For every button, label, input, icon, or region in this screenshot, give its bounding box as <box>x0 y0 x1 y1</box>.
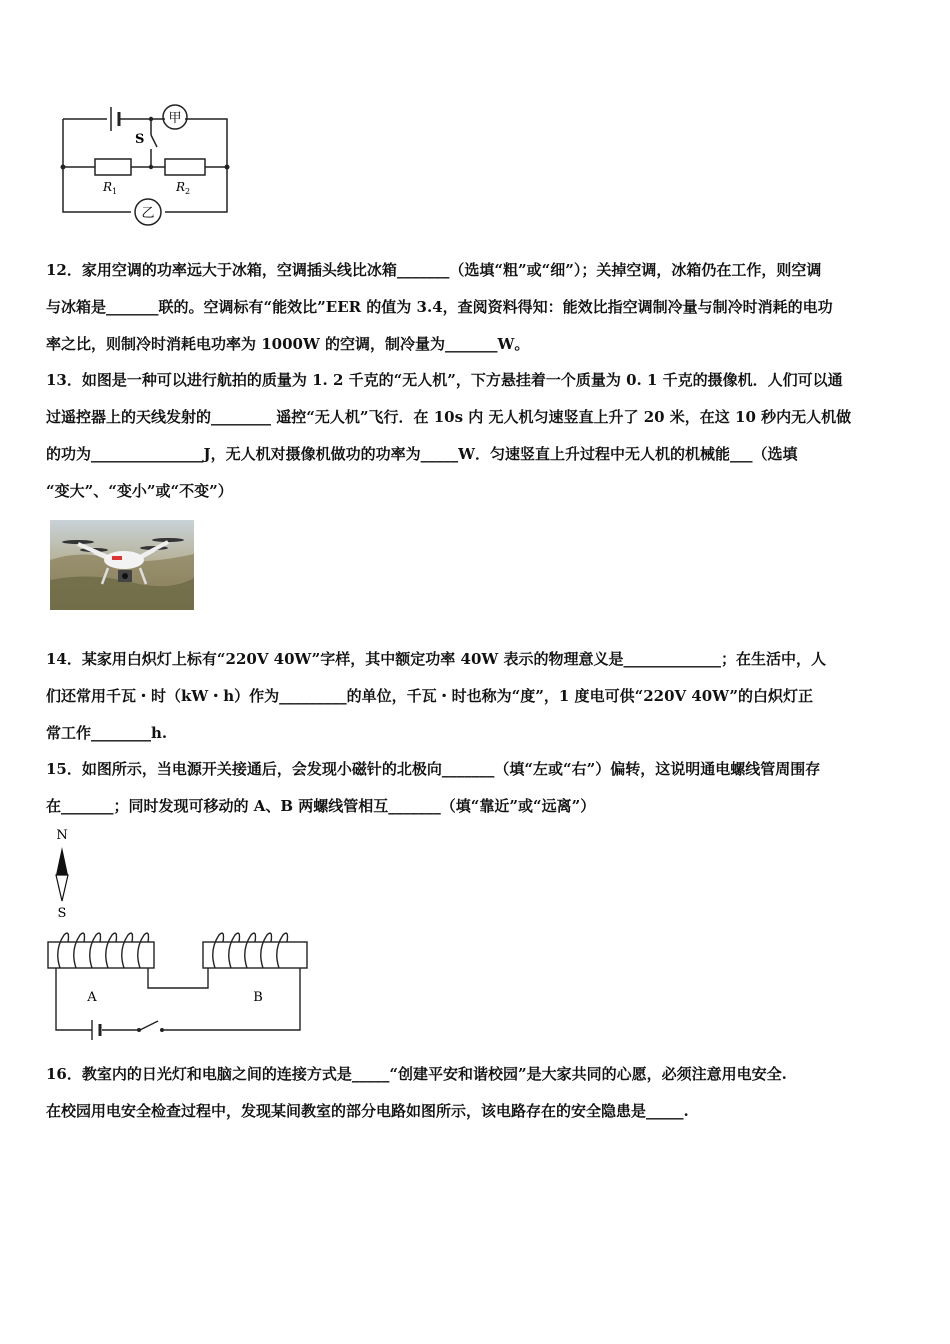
question-14 <box>46 641 908 752</box>
question-14-line: 14．某家用白炽灯上标有“220V 40W”字样，其中额定功率 40W 表示的物理意义是_____________；在生活中，人 <box>46 650 826 668</box>
question-14-line: 们还常用千瓦・时（kW・h）作为_________的单位，千瓦・时也称为“度”，1 度电可供“220V 40W”的白炽灯正 <box>46 687 813 705</box>
question-16-line: 在校园用电安全检查过程中，发现某间教室的部分电路如图所示，该电路存在的安全隐患是_____. <box>46 1102 689 1120</box>
solenoid-diagram <box>40 825 315 1045</box>
question-15-line: 在_______；同时发现可移动的 A、B 两螺线管相互_______（填“靠近”或“远离”） <box>46 797 596 815</box>
question-13-line: 13．如图是一种可以进行航拍的质量为 1. 2 千克的“无人机”，下方悬挂着一个质量为 0. 1 千克的摄像机．人们可以通 <box>46 371 843 389</box>
question-13 <box>46 362 908 510</box>
meter-yi-label: 乙 <box>141 206 155 221</box>
question-13-line: “变大”、“变小”或“不变”） <box>46 482 233 500</box>
r1-subscript: 1 <box>112 187 118 196</box>
switch-s <box>151 135 157 147</box>
meter-jia-label: 甲 <box>168 111 182 126</box>
question-12-line: 12．家用空调的功率远大于冰箱，空调插头线比冰箱_______（选填“粗”或“细”）；关掉空调，冰箱仍在工作，则空调 <box>46 261 822 279</box>
question-15-line: 15．如图所示，当电源开关接通后，会发现小磁针的北极向_______（填“左或“右”）偏转，这说明通电螺线管周围存 <box>46 760 821 778</box>
resistor-r2 <box>165 159 205 175</box>
question-12 <box>46 252 908 363</box>
question-14-line: 常工作________h. <box>46 724 168 742</box>
r2-label: R <box>176 180 186 194</box>
r2-subscript: 2 <box>185 187 191 196</box>
question-13-line: 的功为_______________J，无人机对摄像机做功的功率为_____W．匀速竖直上升过程中无人机的机械能___（选填 <box>46 445 798 463</box>
south-label: S <box>57 906 67 921</box>
power-switch <box>140 1021 158 1030</box>
north-label: N <box>56 828 68 843</box>
switch-label: S <box>135 132 145 147</box>
question-12-line: 与冰箱是_______联的。空调标有“能效比”EER 的值为 3.4，查阅资料得知：能效比指空调制冷量与制冷时消耗的电功 <box>46 298 833 316</box>
question-15 <box>46 751 908 825</box>
circuit-diagram <box>55 95 240 230</box>
question-16 <box>46 1056 908 1130</box>
drone-photo <box>50 520 194 610</box>
coil-b-label: B <box>253 990 263 1005</box>
question-13-line: 过遥控器上的天线发射的________ 遥控“无人机”飞行．在 10s 内 无人机匀速竖直上升了 20 米，在这 10 秒内无人机做 <box>46 408 852 426</box>
question-16-line: 16．教室内的日光灯和电脑之间的连接方式是_____“创建平安和谐校园”是大家共同的心愿，必须注意用电安全. <box>46 1065 787 1083</box>
compass-needle <box>56 847 68 901</box>
solenoid-b <box>203 942 307 968</box>
r1-label: R <box>103 180 113 194</box>
question-12-line: 率之比，则制冷时消耗电功率为 1000W 的空调，制冷量为_______W。 <box>46 335 530 353</box>
resistor-r1 <box>95 159 131 175</box>
coil-a-label: A <box>87 990 97 1005</box>
